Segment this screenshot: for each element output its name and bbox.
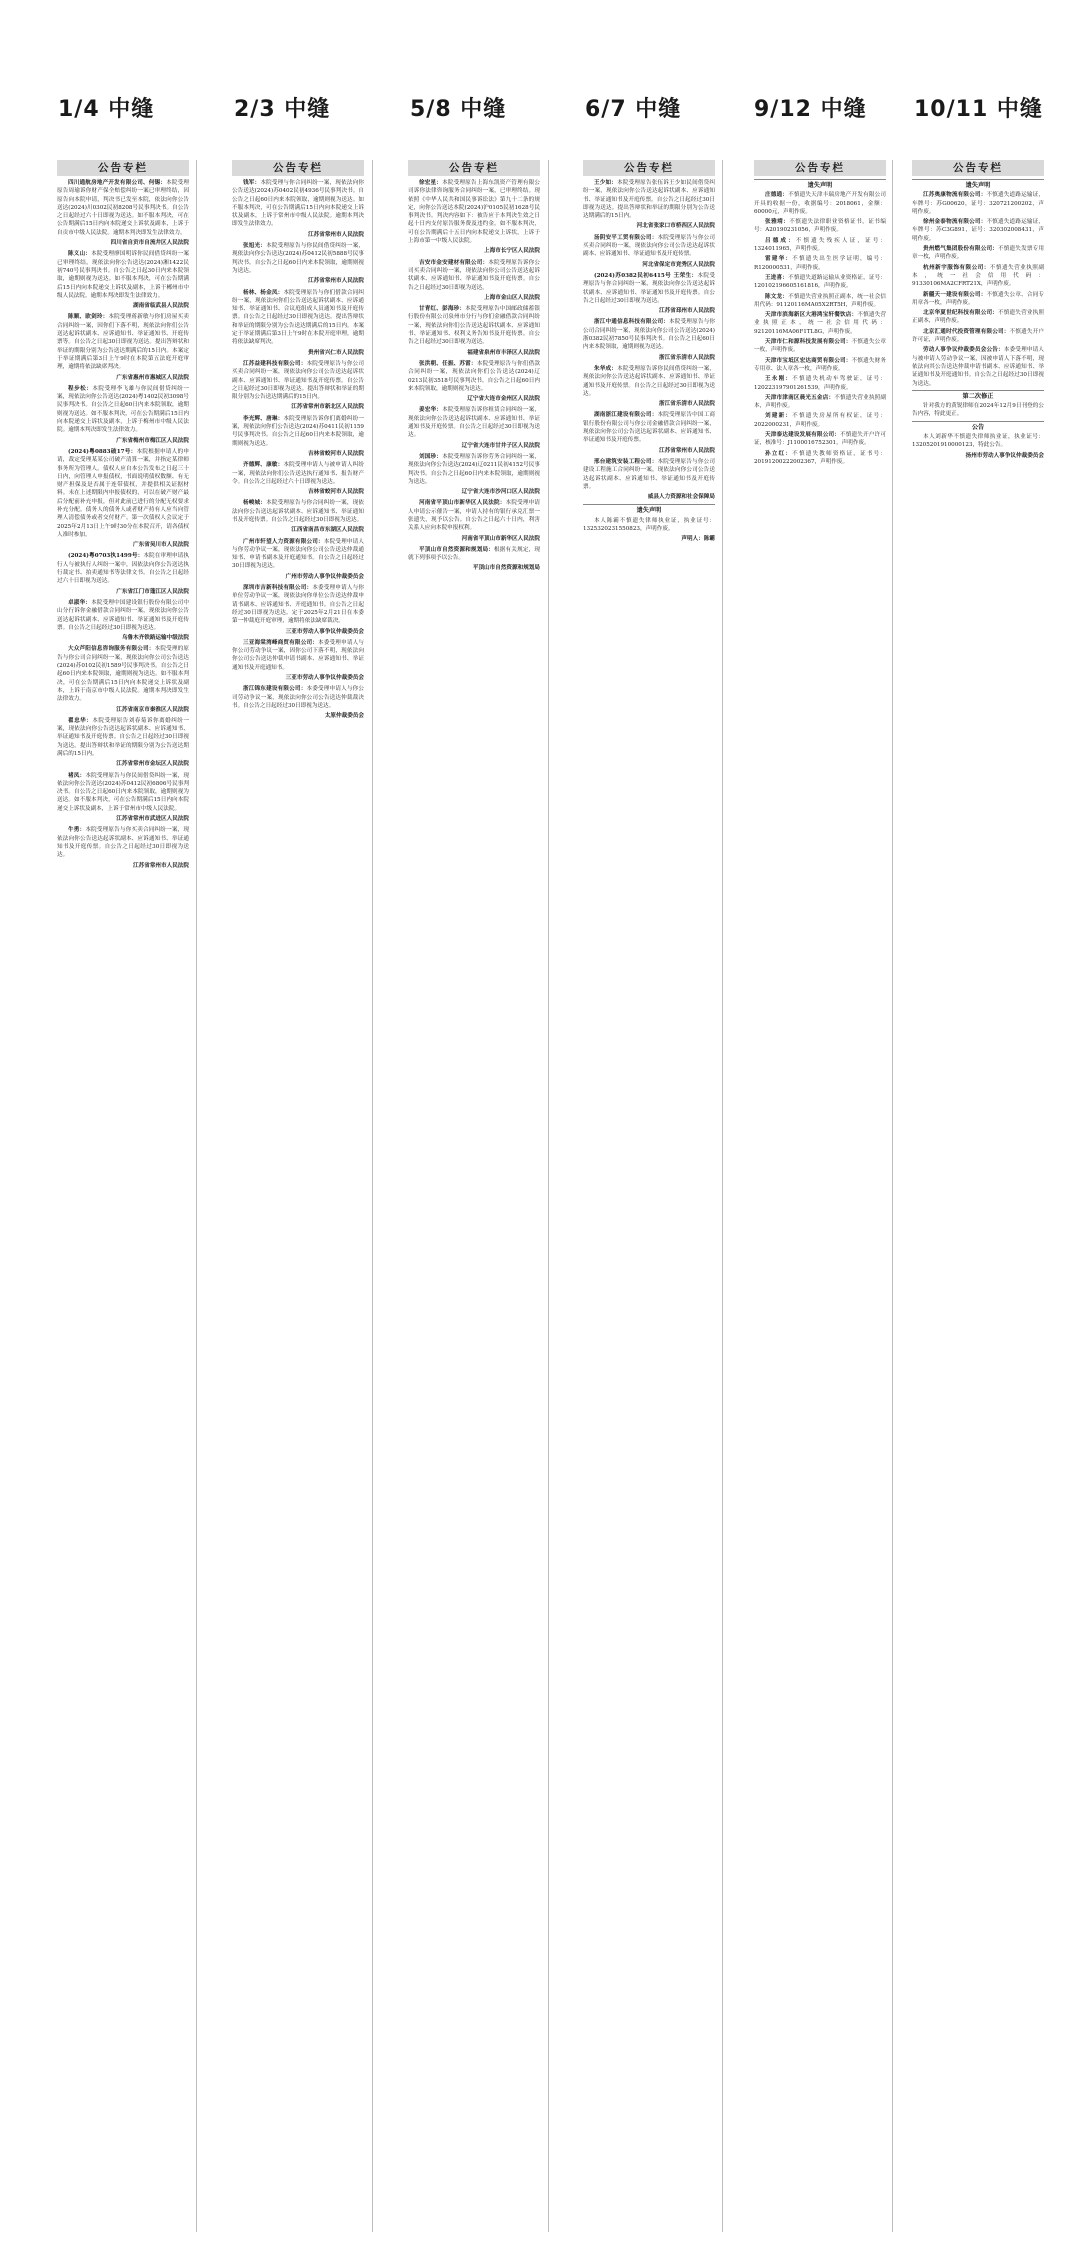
notice-column-1 <box>57 160 189 2232</box>
page-header-5: 9/12 中缝 <box>754 97 867 122</box>
notice-text: 本院受理原告张伍诉王少如民间借贷纠纷一案，现依法向你公告送达起诉状副本、应诉通知书、举证通知书及开庭传票。自公告之日起经过30日即视为送达。提出答辩状和举证的期限分别为公告送达期满后的15日内。 <box>583 180 715 220</box>
notice-party: 汤阴安平工贸有限公司： <box>594 234 658 241</box>
column-body <box>912 179 1044 460</box>
notice-item <box>57 448 189 539</box>
notice-party: 卓淑华： <box>68 599 92 606</box>
column-title: 公告专栏 <box>912 160 1044 176</box>
notice-item <box>57 772 189 813</box>
notice-text: 本院受理的原告与你公司合同纠纷一案，现依法向你公司公告送达(2024)苏0102民初1589号民事判决书。自公告之日起60日内来本院领取，逾期则视为送达。如不服本判决，可在公告期满后15日内向本院递交上诉状及副本，上诉于南京市中级人民法院。逾期本判决即发生法律效力。 <box>57 646 189 703</box>
notice-text: 不慎遗失营业执照正副本，声明作废。 <box>912 310 1044 325</box>
notice-signature: 河北省张家口市桥西区人民法院 <box>636 223 715 230</box>
notice-item <box>754 394 886 411</box>
notice-text: 不慎遗失开户许可证，核准号：J1100016752301，声明作废。 <box>754 432 886 447</box>
notice-party: 钱军： <box>243 180 261 186</box>
notice-signature: 江苏省常州市新北区人民法院 <box>291 404 364 411</box>
notice-party: 庄德通： <box>765 192 789 199</box>
notice-item <box>754 338 886 355</box>
notice-party: 北京汇通时代投资管理有限公司： <box>923 328 1010 335</box>
column-title: 公告专栏 <box>232 160 364 176</box>
notice-signature: 江苏省常州市人民法院 <box>659 447 715 454</box>
notice-item <box>912 291 1044 308</box>
column-body <box>583 179 715 544</box>
notice-text: 本院受理原告与你民间借贷纠纷一案，现依法向你公告送达(2024)苏0412民初5888号民事判决书。自公告之日起60日内来本院领取，逾期则视为送达。 <box>232 243 364 274</box>
notice-signature: 江苏省常州市武进区人民法院 <box>116 816 189 823</box>
column-divider <box>892 160 893 2232</box>
notice-text: 不慎遗失营业执照正副本，统一社会信用代码：91120116MA05X2RT5H，声明作废。 <box>754 293 886 308</box>
notice-signature: 广东省惠州市惠城区人民法院 <box>116 374 189 381</box>
notice-party: 甘青红、彭海珍： <box>419 306 466 313</box>
notice-text: 不慎遗失营业执照正本，统一社会信用代码：92120116MA06F1TL8G，声明作废。 <box>754 312 886 335</box>
notice-party: 张旭光： <box>243 243 267 250</box>
notice-party: 劳动人事争议仲裁委员会公告： <box>923 347 1004 354</box>
notice-party: 平顶山市自然资源和规划局： <box>419 546 494 553</box>
notice-signature: 上海市金山区人民法院 <box>484 294 540 301</box>
notice-column-2 <box>232 160 364 2232</box>
notice-text: 本院受理原告与你买卖合同纠纷一案，现依法向你公告送达起诉状副本、应诉通知书、举证通知书及开庭传票。自公告之日起经过30日即视为送达。 <box>57 827 189 859</box>
notice-signature: 江苏省常州市人民法院 <box>133 862 189 869</box>
notice-item <box>583 411 715 444</box>
notice-item <box>232 639 364 672</box>
notice-item <box>408 406 540 439</box>
notice-signature: 湖南省临武县人民法院 <box>133 303 189 310</box>
notice-item <box>754 375 886 392</box>
notice-party: 天津市津南区晨光五金店： <box>765 394 835 401</box>
notice-signature: 辽宁省大连市沙河口区人民法院 <box>461 489 540 496</box>
notice-party: 徐宏星： <box>419 180 443 186</box>
notice-item <box>583 234 715 259</box>
notice-text: 不慎遗失出生医学证明，编号：R120000531，声明作废。 <box>754 256 886 271</box>
notice-item <box>912 328 1044 345</box>
notice-party: 王进喜： <box>765 274 789 281</box>
notice-signature: 扬州市劳动人事争议仲裁委员会 <box>965 452 1044 459</box>
notice-text: 不慎遗失公章、合同专用章各一枚，声明作废。 <box>912 291 1044 306</box>
notice-party: 吕德成： <box>765 237 796 244</box>
notice-party: 翟忠华： <box>68 717 93 724</box>
notice-item <box>57 599 189 632</box>
notice-item <box>754 357 886 374</box>
notice-item <box>408 499 540 532</box>
notice-text: 本院受理原告诉你租赁合同纠纷一案，现依法向你公告送达起诉状副本、应诉通知书、举证通知书及开庭传票。自公告之日起经过30日即视为送达。 <box>408 407 540 439</box>
notice-column-4 <box>583 160 715 2232</box>
notice-item <box>754 274 886 291</box>
notice-signature: 声明人：陈霸 <box>681 536 715 543</box>
column-title: 公告专栏 <box>754 160 886 176</box>
notice-signature: 江苏省常州市人民法院 <box>308 231 364 238</box>
notice-item <box>754 311 886 336</box>
notice-text: 不慎遗失法律职业资格证书，证书编号：A20190231056，声明作废。 <box>754 219 886 234</box>
notice-text: 本院受理原告与你民间借贷纠纷一案，现依法向你公告送达(2024)苏0412民初6806号民事判决书。自公告之日起60日内来本院领取，逾期则视为送达。如不服本判决，可在公告期满后15日内向本院递交上诉状及副本，上诉于常州市中级人民法院。 <box>57 772 189 812</box>
notice-text: 本院受理原告与你们借款合同纠纷一案，现依法向你们公告送达起诉状副本、应诉通知书、举证通知书、合议庭组成人员通知书及开庭传票。自公告之日起经过30日即视为送达。提出答辩状和举证的期限分别为公告送达期满后的15日内。本案定于举证期满后第3日上午9时在本院开庭审理，逾期将依法缺席判决。 <box>232 289 364 346</box>
notice-item <box>912 346 1044 387</box>
notice-signature: 辽宁省大连市甘井子区人民法院 <box>461 442 540 449</box>
notice-item <box>232 538 364 571</box>
notice-text: 本院受理原告与你公司买卖合同纠纷一案，现依法向你公司公告送达起诉状副本、应诉通知书、举证通知书及开庭传票。 <box>583 234 715 258</box>
notice-item <box>232 179 364 229</box>
notice-item <box>57 717 189 758</box>
column-body <box>408 179 540 573</box>
notice-text: 本院受理廖国明诉你民间借贷纠纷一案已审理终结，现依法向你公告送达(2024)湘1422民初740号民事判决书。自公告之日起30日内来本院领取，逾期则视为送达。如不服本判决，可在公告期满后15日内向本院递交上诉状及副本，上诉于郴州市中级人民法院。逾期本判决即发生法律效力。 <box>57 251 189 299</box>
notice-item <box>754 255 886 272</box>
notice-party: 齐德辉、康敏： <box>243 462 284 469</box>
notice-signature: 浙江省乐清市人民法院 <box>659 354 715 361</box>
notice-party: 江苏益建科技有限公司： <box>243 360 307 367</box>
notice-text: 不慎遗失营业执照副本，统一社会信用代码：91330106MA2CFRT21X，声明作废。 <box>912 264 1044 288</box>
notice-signature: 河北省保定市竞秀区人民法院 <box>642 261 715 268</box>
notice-item <box>583 179 715 220</box>
notice-party: 刘建新： <box>765 413 793 420</box>
notice-party: 北京华夏世纪科技有限公司： <box>923 310 998 317</box>
notice-party: 杨林、杨金凤： <box>243 289 284 296</box>
notice-party: 四川通航房地产开发有限公司、何锡： <box>68 180 167 186</box>
notice-signature: 太原仲裁委员会 <box>324 713 364 720</box>
notice-item <box>232 360 364 401</box>
notice-item <box>232 685 364 710</box>
notice-item <box>583 365 715 398</box>
page-header-2: 2/3 中缝 <box>234 97 331 122</box>
notice-item <box>583 458 715 491</box>
notice-text: 本院受理原告与你公司建设工程施工合同纠纷一案，现依法向你公司公告送达起诉状副本、应诉通知书、举证通知书及开庭传票。 <box>583 458 715 490</box>
notice-text: 本院受理原告诉你民间借贷纠纷一案，现依法向你公告送达起诉状副本、应诉通知书、举证通知书及开庭传票。自公告之日起经过30日即视为送达。 <box>583 365 715 397</box>
notice-party: 程步松： <box>68 385 93 392</box>
notice-signature: 江苏省常州市金坛区人民法院 <box>116 761 189 768</box>
notice-text: 不慎遗失财务专用章、法人章各一枚，声明作废。 <box>754 357 886 372</box>
notice-party: 天津市宝坻区宏达商贸有限公司： <box>765 357 852 364</box>
notice-item <box>912 191 1044 216</box>
notice-item <box>754 412 886 429</box>
notice-text: 不慎遗失机动车驾驶证，证号：120223197901261539，声明作废。 <box>754 376 886 391</box>
notice-text: 不慎遗失天津丰瑞房地产开发有限公司开具的收据一份，收据编号：2018061，金额：60000元，声明作废。 <box>754 192 886 215</box>
notice-party: 王少如： <box>594 180 618 186</box>
notice-signature: 广州市劳动人事争议仲裁委员会 <box>285 573 364 580</box>
notice-text: 本委受理申请人与被申请人劳动争议一案，因被申请人下落不明，现依法向其公告送达仲裁申请书副本、应诉通知书、举证通知书及开庭通知书。自公告之日起经过30日即视为送达。 <box>912 347 1044 387</box>
notice-item <box>408 259 540 292</box>
notice-text: 本院受理申请人与你劳动争议一案，现依法向你公司公告送达仲裁通知书、申请书副本及开庭通知书。自公告之日起经过30日即视为送达。 <box>232 538 364 570</box>
notice-item <box>912 264 1044 289</box>
notice-party: 湖南浙江建设有限公司： <box>594 412 658 419</box>
notice-item <box>912 218 1044 243</box>
notice-party: 浙江锦东建设有限公司： <box>243 686 307 693</box>
notice-item <box>232 415 364 448</box>
notice-item <box>232 289 364 347</box>
column-divider <box>722 160 723 2232</box>
notice-signature: 贵州省兴仁市人民法院 <box>308 349 364 356</box>
notice-signature: 四川省自贡市自流井区人民法院 <box>110 240 189 247</box>
notice-party: 姜宏华： <box>419 407 443 414</box>
notice-item <box>912 309 1044 326</box>
notice-heading: 公告 <box>912 421 1044 432</box>
notice-signature: 吉林省蛟河市人民法院 <box>308 489 364 496</box>
notice-item <box>232 461 364 486</box>
column-divider <box>372 160 373 2232</box>
notice-text: 不慎遗失房屋所有权证，证号：2022000231，声明作废。 <box>754 413 886 428</box>
notice-item <box>232 584 364 625</box>
notice-item <box>408 305 540 346</box>
notice-party: 朱华成： <box>594 365 618 372</box>
notice-item <box>232 242 364 275</box>
notice-text: 不慎遗失营业执照副本，声明作废。 <box>754 394 886 410</box>
notice-text: 本院受理原告与你公司合同纠纷一案，现依法向你公司公告送达(2024)浙0382民初7850号民事判决书。自公告之日起60日内来本院领取，逾期则视为送达。 <box>583 319 715 351</box>
notice-text: 本人陈霸不慎遗失律师执业证，执业证号：1325320231550823，声明作废。 <box>583 517 715 532</box>
notice-text: 本院根据申请人的申请，裁定受理某某公司破产清算一案，并指定某律师事务所为管理人。债权人应自本公告发布之日起三十日内，向管理人申报债权，书面说明债权数额、有无财产担保及是否属于连带债权，并提供相关证据材料。未在上述期限内申报债权的，可以在破产财产最后分配前补充申报，但对此前已进行的分配无权要求补充分配。债务人的债务人或者财产持有人应当向管理人清偿债务或者交付财产。第一次债权人会议定于2025年2月13日上午9时30分在本院召开，请各债权人准时参加。 <box>57 448 189 538</box>
notice-party: 牛勇： <box>68 827 86 834</box>
notice-item <box>57 552 189 585</box>
notice-text: 本院受理申请人申请公示催告一案，申请人持有的银行承兑汇票一张遗失，现予以公告。自公告之日起六十日内，利害关系人应向本院申报权利。 <box>408 500 540 532</box>
notice-signature: 三亚市劳动人事争议仲裁委员会 <box>285 675 364 682</box>
notice-party: 吉安市金安建材有限公司： <box>419 259 489 266</box>
notice-party: 李光辉、唐琳： <box>243 415 284 422</box>
notice-party: 江苏奥康物流有限公司： <box>923 192 987 199</box>
notice-text: 不慎遗失开户许可证，声明作废。 <box>912 328 1044 344</box>
notice-party: 王永刚： <box>765 376 793 383</box>
notice-party: 天津市仁和源科技发展有限公司： <box>765 339 852 346</box>
notice-text: 本院受理李飞雄与你民间借贷纠纷一案，现依法向你公告送达(2024)粤1402民初3098号民事判决书。自公告之日起60日内来本院领取，逾期则视为送达。如不服本判决，可在公告期满后15日内向本院递交上诉状及副本，上诉于梅州市中级人民法院。逾期本判决即发生法律效力。 <box>57 385 189 434</box>
notice-signature: 广东省吴川市人民法院 <box>133 542 189 549</box>
notice-signature: 江西省南昌市东湖区人民法院 <box>291 527 364 534</box>
notice-text: 本院受理原告诉你劳务合同纠纷一案，现依法向你公告送达(2024)辽0211民初4152号民事判决书。自公告之日起60日内来本院领取，逾期则视为送达。 <box>408 453 540 485</box>
notice-text: 本院受理蒋新敏与你们房屋买卖合同纠纷一案，因你们下落不明，现依法向你们公告送达起诉状副本、应诉通知书、举证通知书、开庭传票等。自公告之日起30日即视为送达。提出答辩状和举证的期限分别为公告送达期满后的15日内。本案定于举证期满后第3日上午9时在本院第五法庭开庭审理，逾期将依法缺席判决。 <box>57 314 189 371</box>
notice-item <box>57 826 189 859</box>
notice-item <box>232 499 364 524</box>
notice-item <box>57 645 189 703</box>
notice-signature: 福建省泉州市丰泽区人民法院 <box>467 349 540 356</box>
notice-text: 本院受理原告与你合同纠纷一案，现依法向你公告送达起诉状副本、应诉通知书、举证通知书及开庭传票。自公告之日起经过30日即视为送达。 <box>583 272 715 304</box>
notice-column-3 <box>408 160 540 2232</box>
notice-signature: 江苏省常州市人民法院 <box>308 278 364 285</box>
notice-item <box>754 237 886 254</box>
column-body <box>232 179 364 721</box>
notice-text: 本院受理原告诉你公司买卖合同纠纷一案，现依法向你公司公告送达起诉状副本、应诉通知书、举证通知书及开庭传票。自公告之日起经过30日即视为送达。 <box>408 259 540 291</box>
notice-party: 深圳市吉新科技有限公司： <box>243 585 313 592</box>
notice-item <box>754 218 886 235</box>
notice-party: 新疆天一建设有限公司： <box>923 291 987 298</box>
notice-heading: 第二次修正 <box>912 390 1044 401</box>
notice-item <box>754 450 886 467</box>
notice-party: (2024)苏0382民初6415号 王荣生： <box>594 272 698 279</box>
notice-text: 本院受理原告与你合同纠纷一案，现依法向你公告送达起诉状副本、应诉通知书、举证通知书及开庭传票。自公告之日起经过30日即视为送达。 <box>232 500 364 523</box>
column-body <box>754 179 886 466</box>
notice-signature: 浙江省乐清市人民法院 <box>659 401 715 408</box>
notice-text: 本院受理原告与你公司买卖合同纠纷一案，现依法向你公司公告送达起诉状副本、应诉通知书、举证通知书及开庭传票。自公告之日起经过30日即视为送达。提出答辩状和举证的期限分别为公告送达期满后的15日内。 <box>232 360 364 401</box>
notice-text: 本院受理原告刘春菊诉你离婚纠纷一案，现依法向你公告送达起诉状副本、应诉通知书、举证通知书及开庭传票。自公告之日起经过30日即视为送达。提出答辩状和举证的期限分别为公告送达期满后的15日内。 <box>57 717 189 757</box>
notice-item <box>754 431 886 448</box>
notice-party: 天津泰达建设发展有限公司： <box>765 432 840 439</box>
notice-item <box>408 360 540 393</box>
notice-text: 本委受理申请人与你公司劳动争议一案，因你公司下落不明，现依法向你公司公告送达仲裁申请书副本、应诉通知书、举证通知书及开庭通知书。 <box>232 639 364 671</box>
notice-signature: 江苏省南京市秦淮区人民法院 <box>116 706 189 713</box>
notice-party: 天津市滨海新区大港鸿宝轩餐饮店： <box>765 312 858 319</box>
notice-party: 陈顺、欧剑玲： <box>68 314 109 321</box>
notice-text: 本院受理申请人与被申请人纠纷一案，现依法向你们公告送达执行通知书、报告财产令。自公告之日起经过六十日即视为送达。 <box>232 462 364 485</box>
notice-signature: 威县人力资源和社会保障局 <box>647 494 715 501</box>
notice-item <box>754 191 886 216</box>
notice-text: 本院受理原告诉你们离婚纠纷一案，现依法向你们公告送达(2024)苏0411民初1159号民事判决书。自公告之日起60日内来本院领取，逾期则视为送达。 <box>232 415 364 447</box>
notice-text: 本院受理原告与你们借款合同纠纷一案，现依法向你们公告送达(2024)辽0213民初3518号民事判决书。自公告之日起60日内来本院领取，逾期则视为送达。 <box>408 360 540 392</box>
notice-item <box>57 250 189 300</box>
notice-text: 本院受理原告上海东凯资产管理有限公司诉你法律咨询服务合同纠纷一案，已审理终结。现依照《中华人民共和国民事诉讼法》第九十二条的规定，向你公告送达本院(2024)沪0105民初1628号民事判决书。判决内容如下：被告应于本判决生效之日起十日内支付原告服务费及违约金。如不服本判决，可在公告期满后十五日内向本院递交上诉状，上诉于上海市第一中级人民法院。 <box>408 180 540 245</box>
notice-signature: 河南省平顶山市新华区人民法院 <box>461 535 540 542</box>
notice-item <box>57 385 189 435</box>
notice-text: 本委受理申请人与你单位劳动争议一案，现依法向你单位公告送达仲裁申请书副本、应诉通知书、开庭通知书。自公告之日起经过30日即视为送达。定于2025年2月21日在本委第一仲裁庭开庭审理，逾期将依法缺席裁决。 <box>232 585 364 625</box>
column-divider <box>548 160 549 2232</box>
notice-signature: 上海市长宁区人民法院 <box>484 248 540 255</box>
notice-item <box>583 318 715 351</box>
notice-party: 杭州新宇服饰有限公司： <box>923 264 990 271</box>
notice-party: 陈义山： <box>68 251 92 258</box>
notice-text: 本院受理原告中国工商银行股份有限公司与你公司金融借款合同纠纷一案，现依法向你公司公告送达起诉状副本、应诉通知书、举证通知书及开庭传票。 <box>583 412 715 444</box>
notice-text: 不慎遗失道路运输证，车牌号：苏C3G891，证号：320302008431，声明作废。 <box>912 219 1044 242</box>
notice-text: 本人刘新华不慎遗失律师执业证，执业证号：13205201910000123，特此公告。 <box>912 434 1044 449</box>
notice-party: 河南省平顶山市新华区人民法院： <box>419 500 506 507</box>
notice-party: 陈文龙： <box>765 293 789 300</box>
notice-column-6 <box>912 160 1044 2232</box>
notice-text: 本院受理原告周瑜诉你财产保全赔偿纠纷一案已审理终结，因原告向本院申请，判决书已发至本院，依法向你公告送达(2024)川0302民初8208号民事判决书。自公告之日起经过六十日即视为送达。如不服本判决，可在公告期满后15日内向本院递交上诉状及副本，上诉于自贡市中级人民法院。逾期本判决即发生法律效力。 <box>57 180 189 236</box>
column-title: 公告专栏 <box>408 160 540 176</box>
notice-text: 本院受理与你合同纠纷一案，现依法向你公告送达(2024)苏0402民初4936号民事判决书。自公告之日起60日内来本院领取，逾期则视为送达。如不服本判决，可在公告期满后15日内向本院递交上诉状及副本，上诉于常州市中级人民法院。逾期本判决即发生法律效力。 <box>232 180 364 228</box>
notice-item <box>754 293 886 310</box>
notice-item <box>912 245 1044 262</box>
notice-item <box>408 179 540 245</box>
notice-party: 刘国珍： <box>419 453 443 460</box>
notice-party: 广州市轩望人力资源有限公司： <box>243 538 324 545</box>
page-header-4: 6/7 中缝 <box>585 97 682 122</box>
notice-item <box>57 313 189 371</box>
notice-signature: 平顶山市自然资源和规划局 <box>472 565 540 572</box>
notice-signature: 江苏省邳州市人民法院 <box>659 308 715 315</box>
page-header-6: 10/11 中缝 <box>914 97 1043 122</box>
notice-party: 雷建华： <box>765 256 793 263</box>
notice-text: 根据有关规定，现就下列事项予以公告。 <box>408 546 540 562</box>
notice-text: 本院受理原告中国邮政储蓄银行股份有限公司泉州市分行与你们金融借款合同纠纷一案，现依法向你们公告送达起诉状副本、应诉通知书、举证通知书、权利义务告知书及开庭传票。自公告之日起经过30日即视为送达。 <box>408 306 540 346</box>
notice-item <box>57 179 189 237</box>
notice-signature: 广东省江门市蓬江区人民法院 <box>116 588 189 595</box>
notice-signature: 吉林省蛟河市人民法院 <box>308 450 364 457</box>
notice-heading: 遗失声明 <box>583 504 715 515</box>
notice-item <box>408 546 540 563</box>
notice-party: 浙江中通信息科技有限公司： <box>594 319 669 326</box>
notice-signature: 广东省梅州市梅江区人民法院 <box>116 437 189 444</box>
notice-signature: 三亚市劳动人事争议仲裁委员会 <box>285 628 364 635</box>
notice-text: 不慎遗失发票专用章一枚，声明作废。 <box>912 246 1044 261</box>
notice-column-5 <box>754 160 886 2232</box>
notice-heading: 遗失声明 <box>754 179 886 190</box>
notice-party: 大众芦阳信息咨询服务有限公司： <box>68 646 155 653</box>
notice-party: 邢台建筑安装工程公司： <box>594 458 658 465</box>
notice-text: 本委受理申请人与你公司劳动争议一案，现依法向你公司公告送达仲裁裁决书。自公告之日起经过30日即视为送达。 <box>232 686 364 709</box>
notice-text: 针对我方的黄锐律师在2024年12月9日刊登的公告内容，特此更正。 <box>912 403 1044 418</box>
notice-text: 不慎遗失道路运输证，车牌号：苏G00620，证号：320721200202，声明作废。 <box>912 192 1044 215</box>
notice-party: 徐州金泰物流有限公司： <box>923 219 987 226</box>
column-title: 公告专栏 <box>57 160 189 176</box>
notice-party: 张洪朝、任振、苏雷： <box>419 360 477 367</box>
notice-text: 不慎遗失残疾人证，证号：1324011965，声明作废。 <box>754 237 886 253</box>
notice-party: 孙立红： <box>765 450 793 457</box>
notice-heading: 遗失声明 <box>912 179 1044 190</box>
notice-item <box>583 272 715 305</box>
page-header-1: 1/4 中缝 <box>58 97 155 122</box>
notice-party: 三亚海棠湾峰商贸有限公司： <box>243 639 318 646</box>
notice-party: (2024)粤0883破17号： <box>68 448 137 455</box>
notice-text: 不慎遗失公章一枚，声明作废。 <box>754 339 886 354</box>
notice-party: 张雅靖： <box>765 219 790 226</box>
notice-party: (2024)粤0703执1499号： <box>68 553 144 560</box>
notice-party: 贵州燃气集团股份有限公司： <box>923 246 998 253</box>
column-title: 公告专栏 <box>583 160 715 176</box>
notice-party: 杨峻城： <box>243 500 267 507</box>
notice-party: 褚凤： <box>68 772 86 779</box>
notice-text: 本院在审理申请执行人与被执行人纠纷一案中，因依法向你公告送达执行裁定书、拍卖通知书等法律文书。自公告之日起经过六十日即视为送达。 <box>57 553 189 585</box>
notice-text: 不慎遗失教师资格证，证书号：20191200222002367，声明作废。 <box>754 450 886 465</box>
page-header-3: 5/8 中缝 <box>410 97 507 122</box>
column-body <box>57 179 189 870</box>
column-divider <box>196 160 197 2232</box>
notice-signature: 辽宁省大连市金州区人民法院 <box>467 396 540 403</box>
notice-text: 不慎遗失道路运输从业资格证，证号：120102196605161816，声明作废。 <box>754 274 886 290</box>
notice-item <box>408 453 540 486</box>
notice-text: 本院受理中国建设银行股份有限公司中山分行诉你金融借款合同纠纷一案，现依法向你公告送达起诉状副本、应诉通知书、举证通知书及开庭传票。自公告之日起经过30日即视为送达。 <box>57 599 189 631</box>
notice-signature: 乌鲁木齐铁路运输中级法院 <box>121 635 189 642</box>
